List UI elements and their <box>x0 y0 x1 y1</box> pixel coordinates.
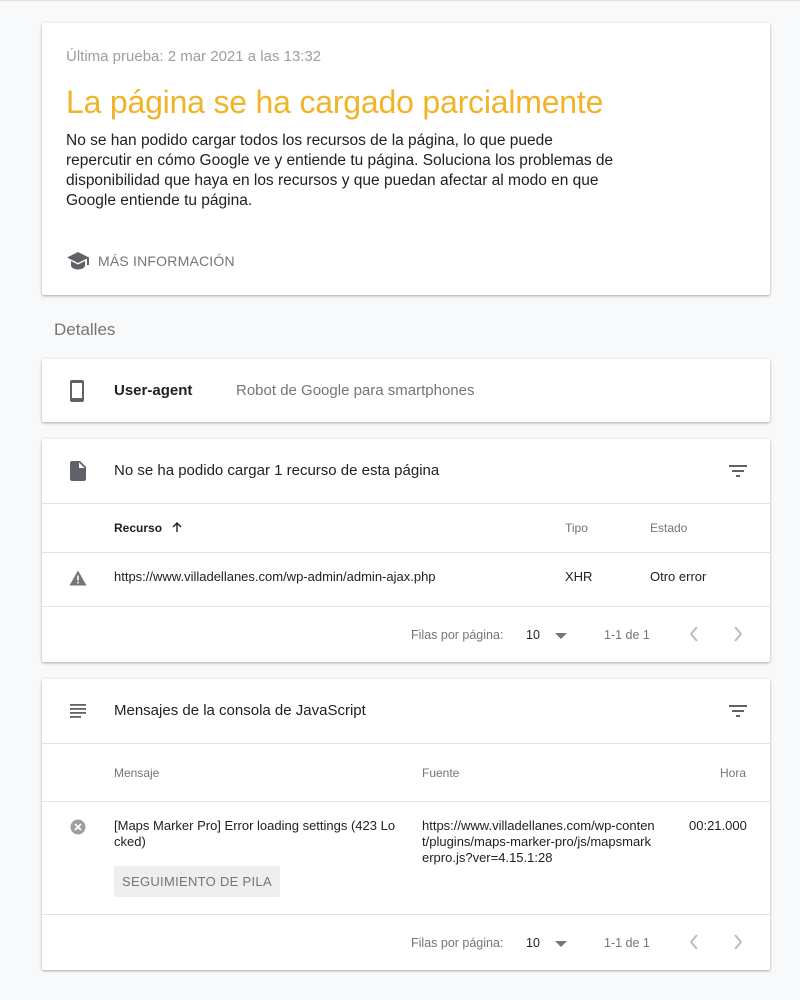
divider <box>42 743 770 744</box>
top-divider <box>0 0 800 1</box>
divider <box>42 552 770 553</box>
pagination <box>42 606 770 662</box>
resource-url: https://www.villadellanes.com/wp-admin/admin-ajax.php <box>114 569 436 584</box>
resources-header <box>42 439 770 503</box>
filter-icon[interactable] <box>726 459 750 483</box>
smartphone-icon <box>69 379 85 403</box>
console-source-line: t/plugins/maps-marker-pro/js/mapsmark <box>422 834 652 849</box>
column-header-time[interactable]: Hora <box>720 766 747 780</box>
divider <box>42 801 770 802</box>
school-icon <box>66 251 90 271</box>
more-info-link[interactable] <box>66 251 235 271</box>
rows-per-page-value[interactable]: 10 <box>526 628 540 642</box>
stack-trace-button[interactable]: SEGUIMIENTO DE PILA <box>114 866 280 897</box>
user-agent-label: User-agent <box>114 382 193 399</box>
console-source <box>422 818 655 866</box>
more-info-label: MÁS INFORMACIÓN <box>98 253 235 269</box>
console-messages-card <box>42 679 770 970</box>
rows-per-page-label: Filas por página: <box>411 628 504 642</box>
chevron-right-icon[interactable] <box>731 624 745 644</box>
resource-type: XHR <box>565 569 593 584</box>
console-time: 00:21.000 <box>689 818 747 833</box>
page-range: 1-1 de 1 <box>604 628 650 642</box>
column-header-type[interactable]: Tipo <box>565 521 588 535</box>
column-header-status[interactable]: Estado <box>650 521 688 535</box>
console-title: Mensajes de la consola de JavaScript <box>114 702 366 719</box>
status-description: No se han podido cargar todos los recursos de la página, lo que puede repercutir en cómo Google ve y entiende tu página. Soluciona los problemas de disponibilidad que haya en los recursos y que puedan afectar al modo en que Google entiende tu página. <box>66 132 614 209</box>
console-header <box>42 679 770 743</box>
status-summary-card <box>42 23 770 295</box>
pagination <box>42 914 770 970</box>
user-agent-value: Robot de Google para smartphones <box>236 382 475 399</box>
user-agent-card <box>42 359 770 422</box>
warning-icon <box>69 570 87 586</box>
details-heading: Detalles <box>54 320 116 339</box>
chevron-down-icon[interactable] <box>554 940 568 948</box>
resources-card <box>42 439 770 662</box>
column-header-source[interactable]: Fuente <box>422 766 460 780</box>
chevron-left-icon[interactable] <box>687 932 701 952</box>
divider <box>42 503 770 504</box>
console-source-line: erpro.js?ver=4.15.1:28 <box>422 850 553 865</box>
console-message-line: cked) <box>114 834 146 849</box>
chevron-right-icon[interactable] <box>731 932 745 952</box>
document-icon <box>66 459 90 483</box>
column-header-message[interactable]: Mensaje <box>114 766 160 780</box>
column-header-resource-label: Recurso <box>114 521 163 535</box>
resource-status: Otro error <box>650 569 707 584</box>
page-status-title: La página se ha cargado parcialmente <box>66 84 604 120</box>
error-icon <box>70 819 86 835</box>
page-range: 1-1 de 1 <box>604 936 650 950</box>
resources-title: No se ha podido cargar 1 recurso de esta página <box>114 462 440 479</box>
list-icon <box>66 699 90 723</box>
chevron-left-icon[interactable] <box>687 624 701 644</box>
console-message <box>114 818 395 850</box>
rows-per-page-value[interactable]: 10 <box>526 936 540 950</box>
console-message-line: [Maps Marker Pro] Error loading settings (423 Lo <box>114 818 396 833</box>
last-test-date: Última prueba: 2 mar 2021 a las 13:32 <box>66 48 322 65</box>
console-source-line: https://www.villadellanes.com/wp-conten <box>422 818 655 833</box>
filter-icon[interactable] <box>726 699 750 723</box>
column-header-resource[interactable] <box>114 521 183 535</box>
arrow-up-icon <box>171 521 183 533</box>
rows-per-page-label: Filas por página: <box>411 936 504 950</box>
chevron-down-icon[interactable] <box>554 632 568 640</box>
